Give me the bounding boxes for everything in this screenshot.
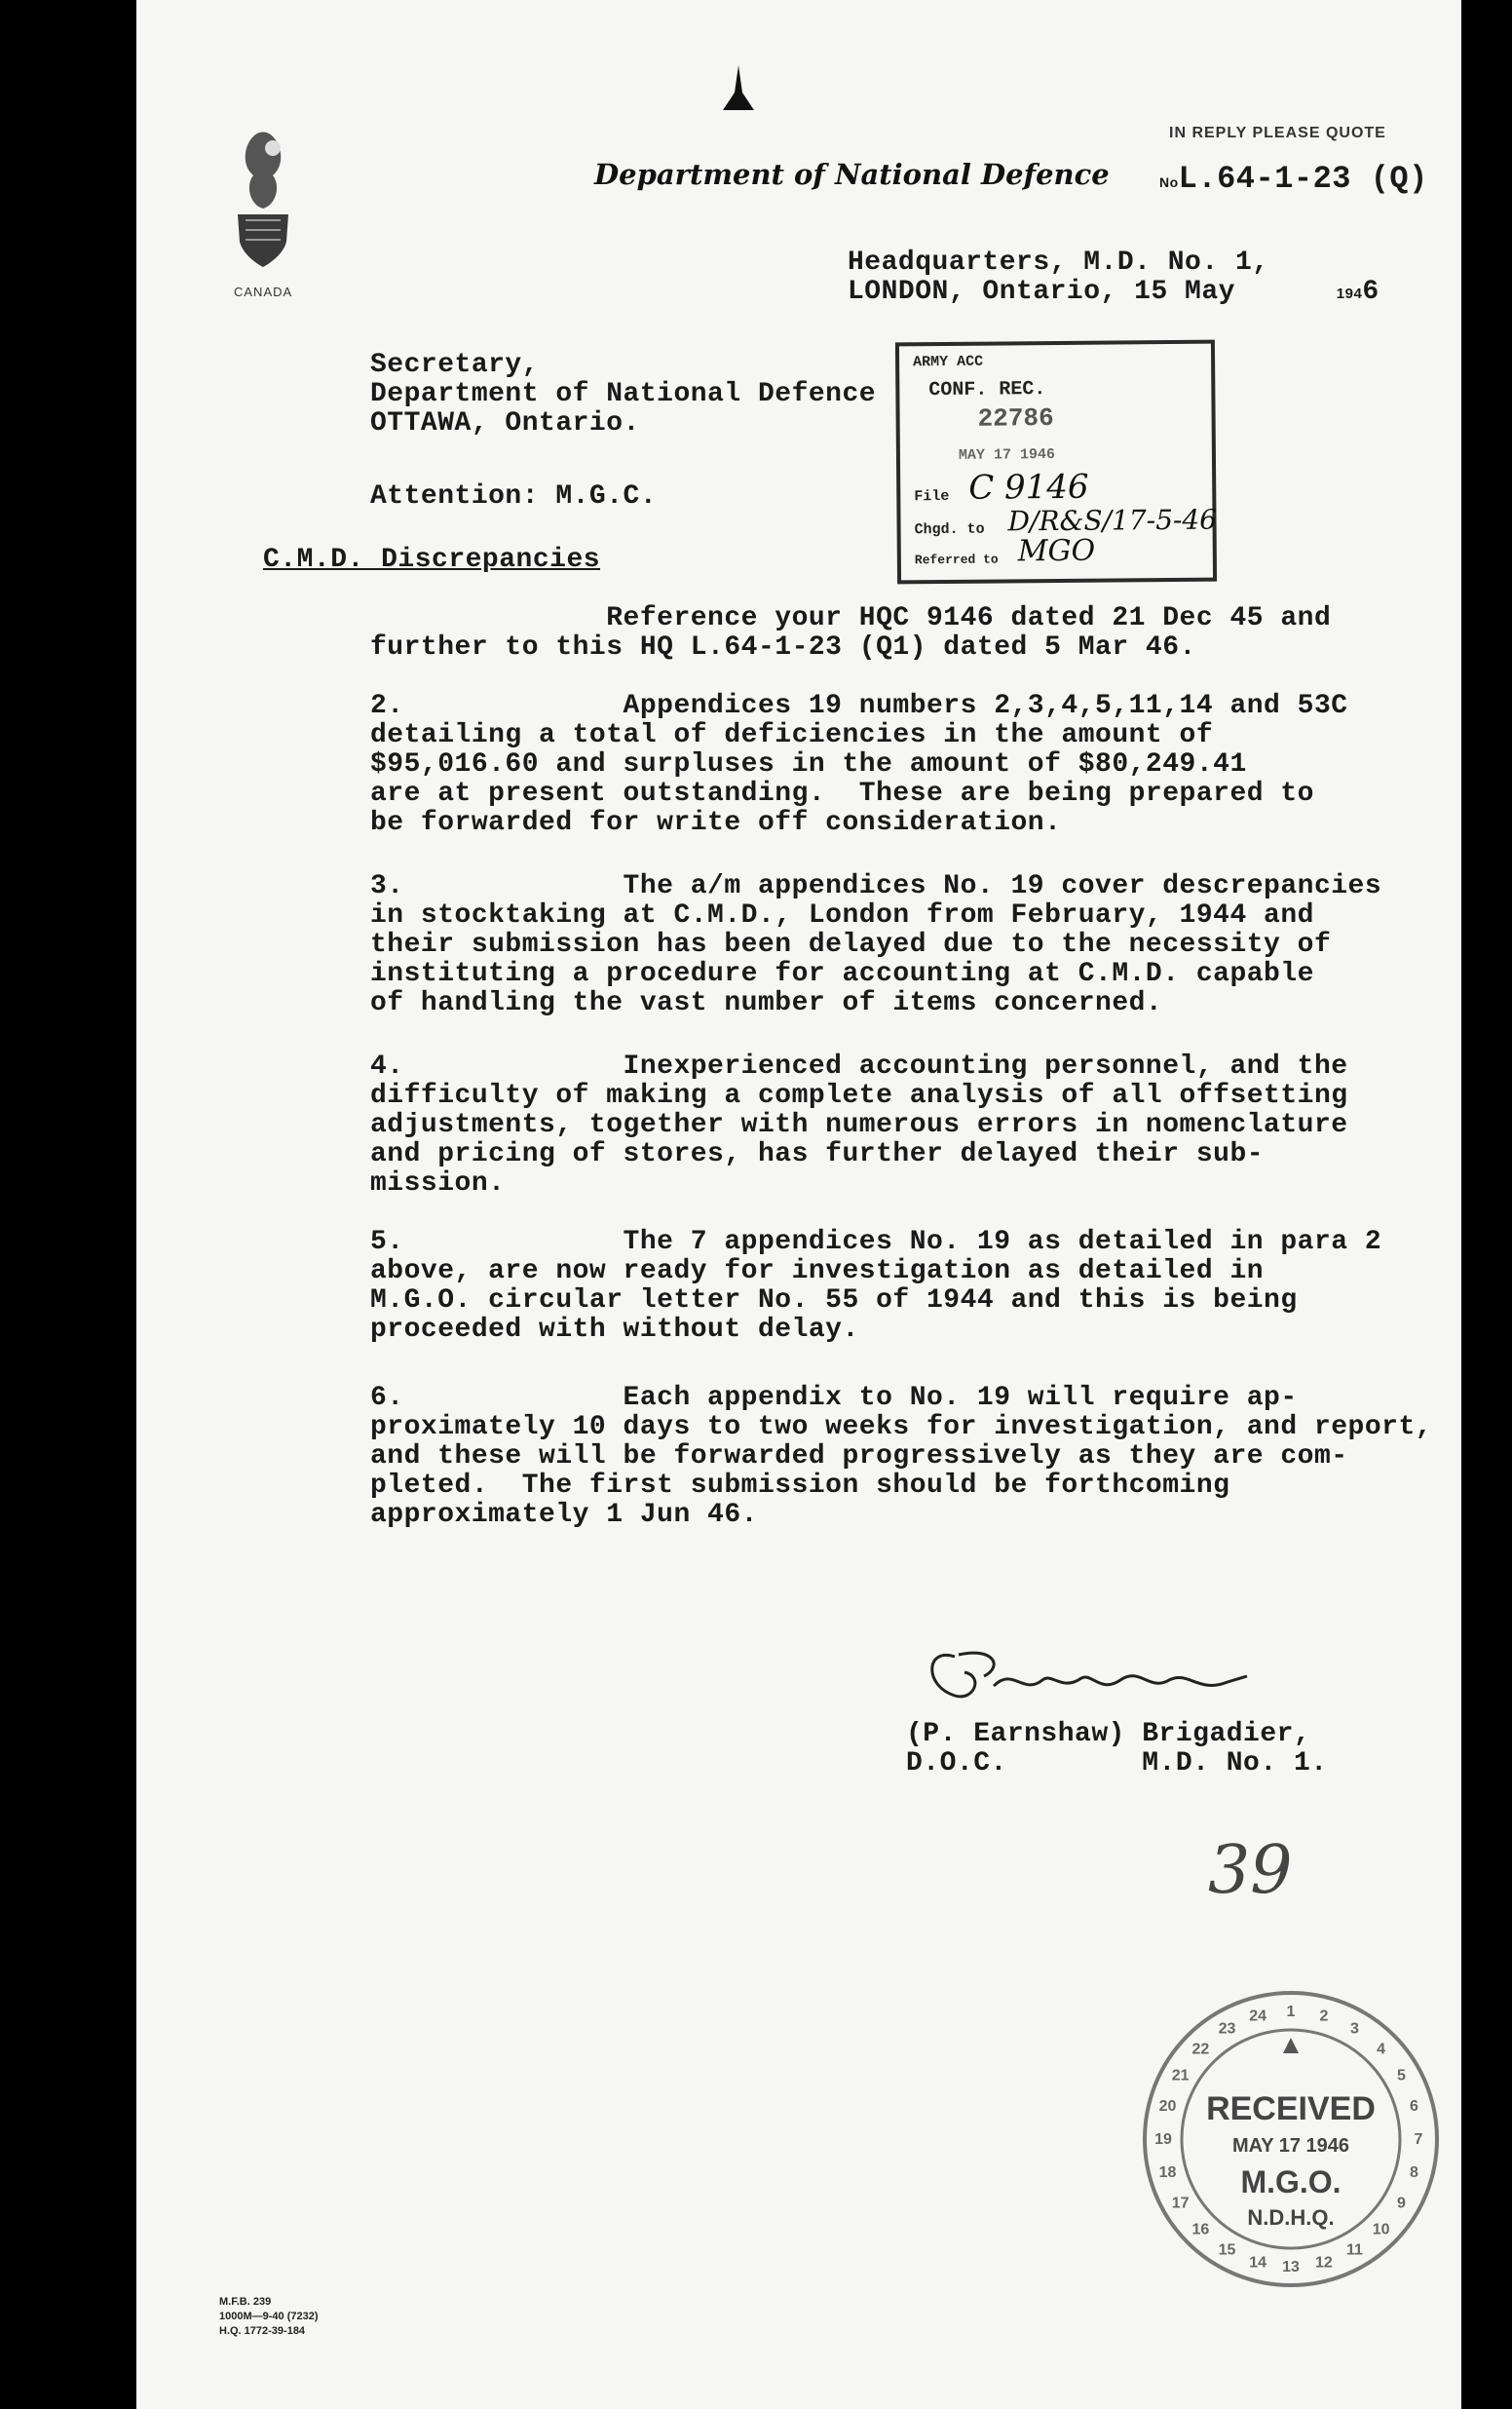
ring-number: 23 — [1218, 2020, 1236, 2038]
ring-number: 21 — [1171, 2067, 1190, 2084]
document-page — [136, 0, 1461, 2409]
paragraph-line: pleted. The first submission should be forthcoming — [370, 1471, 1230, 1501]
paragraph-line: are at present outstanding. These are being prepared to — [370, 779, 1314, 809]
ring-number: 13 — [1282, 2259, 1300, 2275]
paragraph-line: be forwarded for write off consideration. — [370, 808, 1062, 838]
paragraph-4 — [370, 1052, 1348, 1199]
paragraph-line: proceeded with without delay. — [370, 1315, 859, 1345]
ring-number: 5 — [1396, 2067, 1406, 2084]
paragraph-line: of handling the vast number of items concerned. — [370, 988, 1163, 1018]
attention-line: Attention: M.G.C. — [370, 481, 658, 512]
department-letterhead: Department of National Defence — [594, 158, 1110, 191]
paragraph-line: Reference your HQC 9146 dated 21 Dec 45 and — [370, 603, 1332, 633]
form-code-line: 1000M—9-40 (7232) — [219, 2311, 319, 2322]
paragraph-line: mission. — [370, 1168, 506, 1199]
form-code — [219, 2295, 319, 2339]
country-label: CANADA — [234, 285, 293, 299]
paragraph-line: $95,016.60 and surpluses in the amount of $80,249.41 — [370, 749, 1247, 780]
signatory-title: D.O.C. M.D. No. 1. — [906, 1748, 1328, 1778]
file-number-prefix: No — [1159, 174, 1179, 190]
ring-number: 19 — [1154, 2131, 1172, 2148]
paragraph-line: 6. Each appendix to No. 19 will require ap- — [370, 1383, 1298, 1413]
stamp-file-label: File — [914, 487, 950, 506]
paragraph-line: 4. Inexperienced accounting personnel, and the — [370, 1052, 1348, 1082]
recipient-line: Secretary, — [370, 350, 540, 380]
paragraph-line: and pricing of stores, has further delayed their sub- — [370, 1139, 1265, 1169]
ring-number: 4 — [1377, 2041, 1386, 2058]
paragraph-line: difficulty of making a complete analysis of all offsetting — [370, 1081, 1348, 1111]
subject-line: C.M.D. Discrepancies — [263, 545, 601, 575]
year-prefix: 194 — [1336, 286, 1363, 302]
recipient-line: Department of National Defence — [370, 379, 877, 409]
received-stamp — [1135, 1983, 1447, 2295]
received-hq: N.D.H.Q. — [1247, 2205, 1335, 2230]
signature-block — [906, 1720, 1328, 1778]
stamp-file-value: C 9146 — [968, 467, 1089, 508]
stamp-number: 22786 — [977, 403, 1054, 434]
stamp-conf-rec: CONF. REC. — [928, 378, 1046, 402]
ring-number: 8 — [1410, 2163, 1418, 2181]
paragraph-line: 2. Appendices 19 numbers 2,3,4,5,11,14 and 53C — [370, 691, 1348, 721]
stamp-chgd-label: Chgd. to — [914, 520, 985, 539]
recipient-address — [370, 351, 876, 439]
paragraph-line: above, are now ready for investigation as detailed in — [370, 1256, 1265, 1286]
stamp-date: MAY 17 1946 — [958, 446, 1056, 464]
paragraph-line: adjustments, together with numerous errors in nomenclature — [370, 1110, 1348, 1140]
year-digit: 6 — [1362, 277, 1380, 307]
recipient-line: OTTAWA, Ontario. — [370, 408, 640, 439]
ring-number: 24 — [1249, 2008, 1266, 2025]
paragraph-line: detailing a total of deficiencies in the amount of — [370, 720, 1214, 750]
file-reference — [1159, 161, 1428, 197]
ring-number: 3 — [1350, 2020, 1359, 2038]
paragraph-2 — [370, 692, 1348, 838]
paragraph-line: M.G.O. circular letter No. 55 of 1944 and this is being — [370, 1285, 1298, 1316]
ring-number: 17 — [1171, 2195, 1190, 2212]
hq-date-line: LONDON, Ontario, 15 May 1946 — [848, 277, 1380, 307]
paragraph-line: and these will be forwarded progressively as they are com- — [370, 1441, 1348, 1472]
paragraph-3 — [370, 872, 1381, 1018]
paragraph-line: their submission has been delayed due to the necessity of — [370, 930, 1332, 960]
paragraph-line: approximately 1 Jun 46. — [370, 1500, 758, 1530]
ring-number: 11 — [1346, 2241, 1363, 2259]
file-number: L.64-1-23 (Q) — [1178, 161, 1428, 197]
ring-number: 7 — [1414, 2131, 1423, 2148]
form-code-line: H.Q. 1772-39-184 — [219, 2325, 306, 2337]
form-code-line: M.F.B. 239 — [219, 2296, 272, 2308]
ring-number: 15 — [1218, 2241, 1236, 2259]
received-date: MAY 17 1946 — [1231, 2135, 1350, 2157]
ring-number: 1 — [1286, 2004, 1296, 2020]
received-office: M.G.O. — [1240, 2164, 1342, 2199]
stamp-referred-value: MGO — [1017, 533, 1096, 569]
corner-mark — [721, 63, 756, 112]
stamp-header: ARMY ACC — [913, 353, 984, 371]
registry-stamp — [895, 340, 1217, 585]
paragraph-line: proximately 10 days to two weeks for investigation, and report, — [370, 1412, 1433, 1442]
ring-number: 6 — [1410, 2098, 1418, 2116]
received-label: RECEIVED — [1206, 2090, 1376, 2127]
paragraph-line: further to this HQ L.64-1-23 (Q1) dated 5 Mar 46. — [370, 632, 1196, 663]
ring-number: 12 — [1315, 2254, 1333, 2272]
handwritten-signature — [916, 1637, 1276, 1715]
stamp-referred-label: Referred to — [914, 552, 999, 568]
signatory-name: (P. Earnshaw) Brigadier, — [906, 1719, 1311, 1749]
paragraph-6 — [370, 1384, 1432, 1530]
ring-number: 18 — [1158, 2163, 1177, 2181]
ring-number: 9 — [1396, 2195, 1406, 2212]
ring-number: 14 — [1249, 2254, 1266, 2272]
paragraph-5 — [370, 1228, 1381, 1345]
reply-quote-label: IN REPLY PLEASE QUOTE — [1169, 125, 1386, 141]
ring-number: 2 — [1319, 2008, 1329, 2025]
paragraph-line: 5. The 7 appendices No. 19 as detailed in para 2 — [370, 1227, 1382, 1257]
stamp-chgd-value: D/R&S/17-5-46 — [1007, 503, 1218, 538]
headquarters-block — [848, 249, 1380, 309]
coat-of-arms-seal — [224, 127, 302, 273]
ring-number: 16 — [1191, 2221, 1210, 2238]
page-number: 39 — [1208, 1832, 1293, 1909]
paragraph-line: 3. The a/m appendices No. 19 cover descrepancies — [370, 871, 1382, 901]
hq-line: Headquarters, M.D. No. 1, — [848, 248, 1269, 278]
paragraph-line: in stocktaking at C.M.D., London from February, 1944 and — [370, 900, 1314, 931]
paragraph-1 — [370, 604, 1331, 663]
ring-number: 20 — [1158, 2098, 1177, 2116]
ring-number: 10 — [1372, 2221, 1390, 2238]
ring-number: 22 — [1191, 2041, 1210, 2058]
paragraph-line: instituting a procedure for accounting at C.M.D. capable — [370, 959, 1314, 989]
